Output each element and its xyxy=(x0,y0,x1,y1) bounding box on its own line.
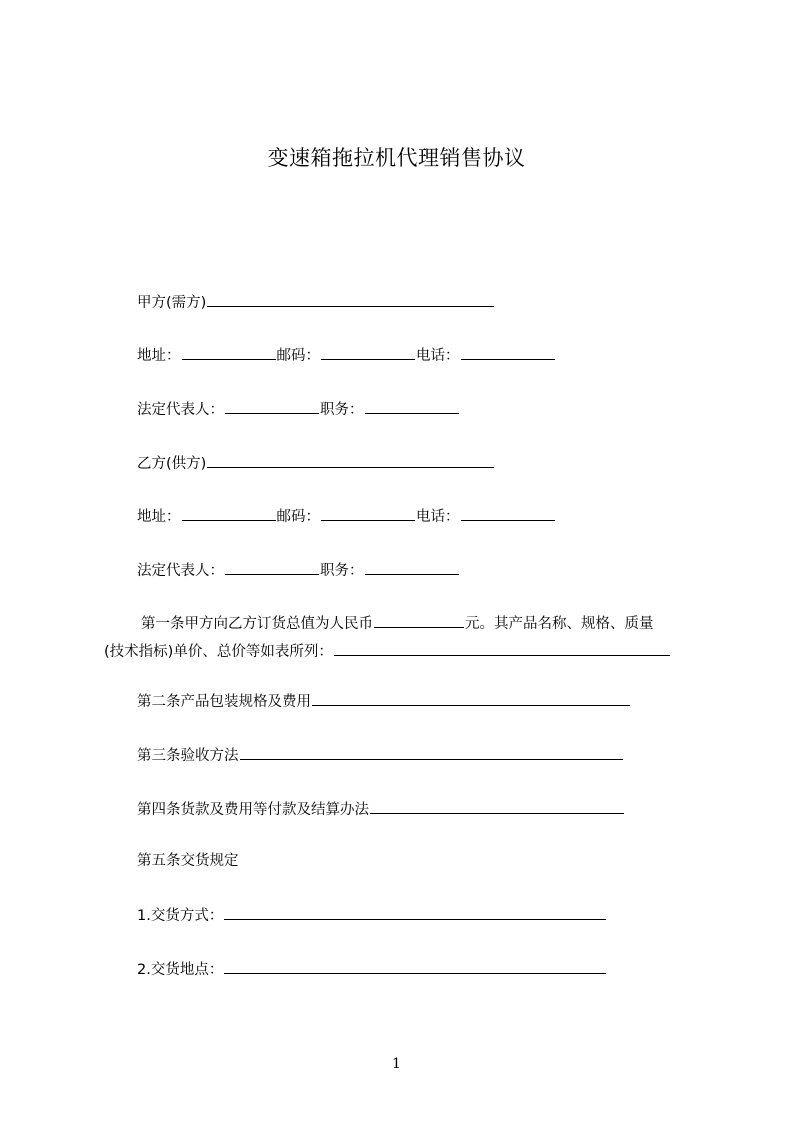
page-number: 1 xyxy=(392,1056,401,1072)
article-4-blank[interactable] xyxy=(370,798,624,814)
party-a-label: 甲方(需方) xyxy=(137,295,207,311)
article-2-line xyxy=(137,690,631,712)
party-a-line xyxy=(137,291,495,313)
article-4-line xyxy=(137,798,625,820)
party-a-phone-label: 电话： xyxy=(416,348,460,364)
party-a-postcode-blank[interactable] xyxy=(321,344,415,360)
party-b-label: 乙方(供方) xyxy=(137,456,207,472)
party-b-address-label: 地址： xyxy=(137,509,181,525)
party-b-phone-label: 电话： xyxy=(416,509,460,525)
article-2-text: 第二条产品包装规格及费用 xyxy=(137,694,311,710)
party-b-rep-line xyxy=(137,559,460,581)
party-a-contact-line xyxy=(137,344,556,366)
article-1-text-after: 元。其产品名称、规格、质量 xyxy=(465,616,654,632)
party-b-address-blank[interactable] xyxy=(182,505,276,521)
delivery-method-blank[interactable] xyxy=(224,904,606,920)
article-1-line-1 xyxy=(141,612,654,634)
article-3-blank[interactable] xyxy=(240,744,623,760)
article-5-line xyxy=(137,851,239,871)
article-3-line xyxy=(137,744,624,766)
party-a-address-label: 地址： xyxy=(137,348,181,364)
delivery-method-line xyxy=(137,904,607,926)
party-a-address-blank[interactable] xyxy=(182,344,276,360)
party-a-rep-line xyxy=(137,398,460,420)
article-2-blank[interactable] xyxy=(312,690,630,706)
delivery-place-label: 2.交货地点： xyxy=(137,962,224,978)
article-1-line-2 xyxy=(104,640,671,662)
party-b-name-blank[interactable] xyxy=(207,452,494,468)
delivery-method-label: 1.交货方式： xyxy=(137,908,224,924)
party-b-contact-line xyxy=(137,505,556,527)
party-b-postcode-label: 邮码： xyxy=(276,509,320,525)
party-a-position-label: 职务： xyxy=(320,402,364,418)
party-a-postcode-label: 邮码： xyxy=(276,348,320,364)
delivery-place-line xyxy=(137,958,607,980)
party-b-postcode-blank[interactable] xyxy=(321,505,415,521)
article-1-table-blank[interactable] xyxy=(334,640,670,656)
party-b-legal-rep-blank[interactable] xyxy=(225,559,319,575)
party-b-legal-rep-label: 法定代表人： xyxy=(137,563,224,579)
party-a-phone-blank[interactable] xyxy=(461,344,555,360)
party-b-position-blank[interactable] xyxy=(365,559,459,575)
party-b-phone-blank[interactable] xyxy=(461,505,555,521)
party-a-name-blank[interactable] xyxy=(207,291,494,307)
party-a-legal-rep-blank[interactable] xyxy=(225,398,319,414)
party-a-legal-rep-label: 法定代表人： xyxy=(137,402,224,418)
article-3-text: 第三条验收方法 xyxy=(137,748,239,764)
document-title: 变速箱拖拉机代理销售协议 xyxy=(267,146,526,170)
delivery-place-blank[interactable] xyxy=(224,958,606,974)
party-b-line xyxy=(137,452,495,474)
article-4-text: 第四条货款及费用等付款及结算办法 xyxy=(137,802,369,818)
article-1-text: 第一条甲方向乙方订货总值为人民币 xyxy=(141,616,373,632)
party-a-position-blank[interactable] xyxy=(365,398,459,414)
article-1-line-2-text: (技术指标)单价、总价等如表所列： xyxy=(104,644,333,660)
party-b-position-label: 职务： xyxy=(320,563,364,579)
article-1-amount-blank[interactable] xyxy=(374,612,464,628)
article-5-text: 第五条交货规定 xyxy=(137,853,239,869)
